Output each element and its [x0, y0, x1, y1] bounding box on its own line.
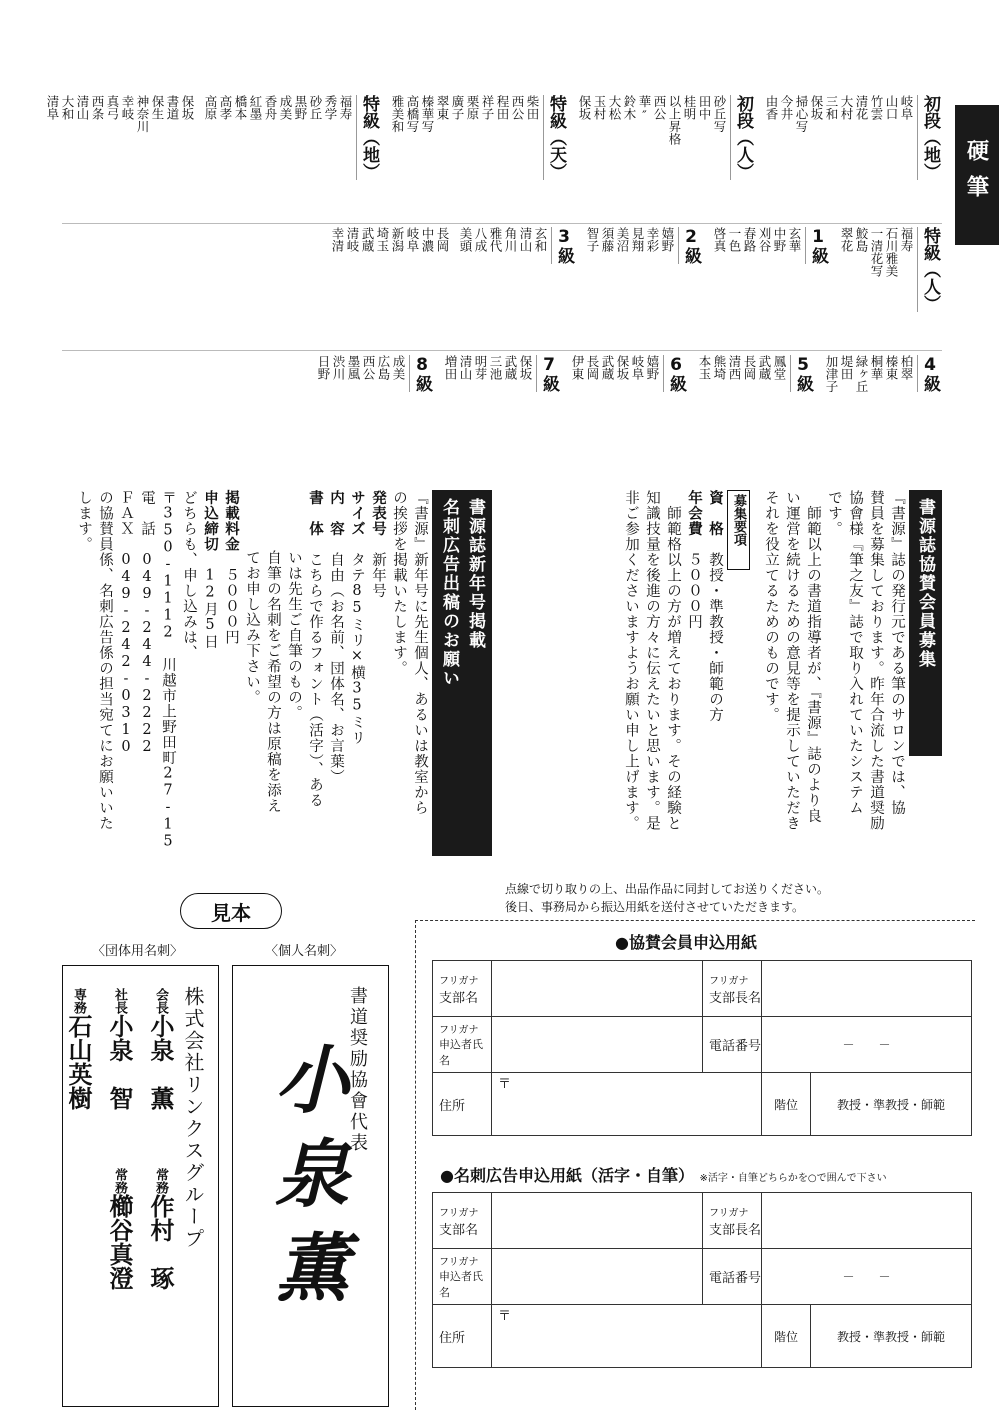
result-name: 本玉: [697, 355, 712, 380]
section-tab-hard-pen: 硬筆: [955, 105, 999, 245]
article-line: それを役立てるためのものです。: [763, 490, 779, 723]
label-rank: 階位: [762, 1305, 811, 1367]
result-name: 大松: [607, 95, 622, 120]
grade-title: 特級（人）: [917, 227, 942, 312]
individual-card: [232, 965, 389, 1407]
result-name: 幸岐: [120, 95, 135, 120]
result-name: 日野: [316, 355, 331, 380]
results-listing: [45, 95, 942, 480]
result-name: 見翔: [630, 227, 645, 252]
result-name: 清岐: [345, 227, 360, 252]
article-line: の挨拶を掲載いたします。: [391, 490, 407, 676]
result-name: 春路: [742, 227, 757, 252]
result-name: 明芽: [473, 355, 488, 380]
result-name: 美頭: [458, 227, 473, 252]
card-member: 会長小泉 薫: [146, 988, 175, 1110]
result-name: 福寿: [899, 227, 914, 252]
divider: [62, 223, 942, 224]
result-name: 田中: [697, 95, 712, 120]
grade-title: 7級: [536, 355, 561, 392]
result-name: 広島: [376, 355, 391, 380]
result-name: 長岡: [585, 355, 600, 380]
applicant-input[interactable]: [492, 1249, 703, 1305]
card-member: 常務櫛谷真澄: [105, 1168, 134, 1290]
group-card: [62, 965, 219, 1407]
divider: [62, 350, 942, 351]
result-name: 成美: [278, 95, 293, 120]
results-band-1: [45, 95, 942, 220]
label-phone: 電話番号: [703, 1249, 762, 1305]
article-title: 書源誌新年号掲載 名刺広告出稿のお願い: [432, 490, 492, 856]
cut-note-line: 後日、事務局から振込用紙を送付させていただきます。: [505, 900, 805, 914]
result-name: 砂丘写: [712, 95, 727, 133]
article-line: い運営を続けるための意見等を提示していただき: [784, 490, 800, 831]
result-name: 今井: [779, 95, 794, 120]
article-line: てお申し込み下さい。: [244, 550, 260, 705]
result-name: 刈谷: [757, 227, 772, 252]
article-line: 『書源』誌の発行元である筆のサロンでは、協: [889, 490, 905, 816]
result-name: 西条: [90, 95, 105, 120]
branch-input[interactable]: [492, 961, 703, 1017]
result-name: 石川雅美: [884, 227, 899, 277]
results-group: [763, 95, 942, 220]
result-name: 柏翠: [899, 355, 914, 380]
applicant-input[interactable]: [492, 1017, 703, 1073]
result-name: 長岡: [435, 227, 450, 252]
results-group: [442, 355, 561, 475]
result-name: 由香: [764, 95, 779, 120]
result-name: 大和: [60, 95, 75, 120]
result-name: 清阜: [45, 95, 60, 120]
form-sponsor-title: ●協賛会員申込用紙: [615, 933, 757, 952]
result-name: 増田: [443, 355, 458, 380]
result-name: 保坂: [180, 95, 195, 120]
result-name: 武蔵: [757, 355, 772, 380]
result-name: 三池: [488, 355, 503, 380]
grade-title: 4級: [917, 355, 942, 392]
address-input[interactable]: 〒: [492, 1305, 762, 1368]
result-name: 鳳堂: [772, 355, 787, 380]
recruit-item: 年会費 ５０００円: [686, 490, 703, 630]
result-name: 桂明: [682, 95, 697, 120]
results-group: [329, 227, 449, 347]
article-line: 自筆の名刺をご希望の方は原稿を添え: [265, 550, 281, 814]
label-branch: フリガナ 支部名: [433, 961, 492, 1017]
result-name: 秀学: [323, 95, 338, 120]
result-name: 一色: [727, 227, 742, 252]
grade-title: 8級: [409, 355, 434, 392]
individual-card-label: 〈個人名刺〉: [265, 944, 344, 959]
result-name: 翠花: [839, 227, 854, 252]
article-line: ＦＡＸ 049-242-0310: [118, 490, 134, 756]
result-name: 嬉野: [645, 355, 660, 380]
rank-options[interactable]: 教授・準教授・師範: [836, 1329, 945, 1344]
article-line: 〒350-1112 川越市上野田町27-15: [160, 490, 176, 851]
branch-head-input[interactable]: [762, 1193, 972, 1249]
result-name: 熊埼: [712, 355, 727, 380]
result-name: 新潟: [390, 227, 405, 252]
results-group: [823, 355, 942, 475]
result-name: 福寿: [338, 95, 353, 120]
card-name-signature: 小泉薫: [263, 1041, 349, 1323]
result-name: 砂丘: [308, 95, 323, 120]
article-line: の協賛員係、名刺広告係の担当宛てにお願いいた: [97, 490, 113, 831]
result-name: 真弓: [105, 95, 120, 120]
article-line: 電 話 049-244-2222: [139, 490, 155, 756]
grade-title: 2級: [678, 227, 703, 264]
result-name: 高橋写: [405, 95, 420, 133]
result-name: 西公: [652, 95, 667, 120]
result-name: 角川: [503, 227, 518, 252]
result-name: 一清花写: [869, 227, 884, 277]
article-line: です。: [826, 490, 842, 537]
grade-title: 特級（地）: [356, 95, 381, 180]
result-name: 清西: [727, 355, 742, 380]
result-name: 保坂: [809, 95, 824, 120]
result-name: 岐阜: [405, 227, 420, 252]
cut-note-line: 点線で切り取りの上、出品作品に同封してお送りください。: [505, 882, 830, 896]
recruit-label: 募集要項: [727, 490, 750, 570]
result-name: 保坂: [577, 95, 592, 120]
grade-title: 初段（人）: [730, 95, 755, 180]
card-member: 専務石山英樹: [64, 988, 93, 1110]
result-name: 紅墨: [248, 95, 263, 120]
grade-title: 特級（天）: [543, 95, 568, 180]
article-sponsor-recruit: [622, 490, 942, 831]
result-name: 成美: [391, 355, 406, 380]
ad-item: サイズ タテ85ミリ×横35ミリ: [349, 490, 366, 746]
result-name: 以上昇格: [667, 95, 682, 145]
result-name: 大村: [839, 95, 854, 120]
card-role: 書道奨励協會代表: [347, 986, 368, 1154]
result-name: 八成: [473, 227, 488, 252]
result-name: 山口: [884, 95, 899, 120]
ad-item: 発表号 新年号: [370, 490, 387, 599]
label-branch: フリガナ 支部名: [433, 1193, 492, 1249]
dashed-cut-line: [415, 920, 416, 1410]
article-line: 非ご参加くださいますようお願い申し上げます。: [623, 490, 639, 831]
article-line: 師範以上の書道指導者が、『書源』誌のより良: [805, 490, 821, 824]
label-applicant: フリガナ 申込者氏名: [433, 1017, 492, 1073]
result-name: 書道: [165, 95, 180, 120]
result-name: 華″: [637, 95, 652, 123]
result-name: 香舟: [263, 95, 278, 120]
result-name: 榛華写: [420, 95, 435, 133]
label-applicant: フリガナ 申込者氏名: [433, 1249, 492, 1305]
phone-input[interactable]: － －: [762, 1249, 972, 1305]
results-group: [389, 95, 568, 220]
result-name: 緑ヶ丘: [854, 355, 869, 393]
label-address: 住所: [433, 1073, 492, 1136]
card-member-col: [61, 988, 178, 1348]
article-line: どちらも、申し込みは、: [181, 490, 197, 661]
form-ad: [432, 1192, 972, 1368]
result-name: 啓真: [712, 227, 727, 252]
article-line: 協會様『筆之友』誌で取り入れていたシステム: [847, 490, 863, 816]
card-company: 株式会社リンクスグループ: [181, 986, 205, 1250]
result-name: 雅美和: [390, 95, 405, 133]
address-input[interactable]: 〒: [492, 1073, 762, 1136]
results-band-2: [62, 227, 942, 347]
label-branch-head: フリガナ 支部長名: [703, 961, 762, 1017]
result-name: 三和: [824, 95, 839, 120]
grade-title: 5級: [790, 355, 815, 392]
results-group: [711, 227, 830, 347]
branch-input[interactable]: [492, 1193, 703, 1249]
article-line: します。: [76, 490, 92, 552]
result-name: 保坂: [615, 355, 630, 380]
article-new-year-ad: [75, 490, 492, 856]
result-name: 玄華: [787, 227, 802, 252]
result-name: 西公: [361, 355, 376, 380]
result-name: 加津子: [824, 355, 839, 393]
results-group: [457, 227, 576, 347]
result-name: 堤田: [839, 355, 854, 380]
article-line: いは先生ご自筆のもの。: [286, 550, 302, 721]
group-card-label: 〈団体用名刺〉: [92, 944, 184, 959]
result-name: 渋川: [331, 355, 346, 380]
card-member: 常務作村 琢: [146, 1168, 175, 1290]
articles: [62, 490, 942, 870]
result-name: 祥子: [480, 95, 495, 120]
results-group: [44, 95, 194, 220]
branch-head-input[interactable]: [762, 961, 972, 1017]
result-name: 廣子: [450, 95, 465, 120]
grade-title: 6級: [663, 355, 688, 392]
result-name: 美沼: [615, 227, 630, 252]
result-name: 雅代: [488, 227, 503, 252]
ad-item: 内 容 自由（お名前、団体名、お言葉）: [328, 490, 345, 785]
result-name: 武蔵: [600, 355, 615, 380]
result-name: 清山: [75, 95, 90, 120]
result-name: 嬉野: [660, 227, 675, 252]
sample-badge: 見本: [180, 893, 282, 929]
results-group: [569, 355, 688, 475]
results-band-3: [62, 355, 942, 475]
label-rank: 階位: [762, 1073, 811, 1135]
result-name: 武蔵: [360, 227, 375, 252]
deadline-item: 申込締切 12月5日: [202, 490, 219, 650]
result-name: 高原: [203, 95, 218, 120]
rank-cell: [762, 1073, 972, 1136]
result-name: 智子: [585, 227, 600, 252]
label-phone: 電話番号: [703, 1017, 762, 1073]
result-name: 栗原: [465, 95, 480, 120]
result-name: 掃心写: [794, 95, 809, 133]
result-name: 清山: [518, 227, 533, 252]
grade-title: 初段（地）: [917, 95, 942, 180]
cut-note: [505, 880, 829, 916]
result-name: 神奈川: [135, 95, 150, 133]
result-name: 翠東: [435, 95, 450, 120]
result-name: 程田: [495, 95, 510, 120]
label-address: 住所: [433, 1305, 492, 1368]
result-name: 墨風: [346, 355, 361, 380]
result-name: 幸清: [330, 227, 345, 252]
result-name: 長岡: [742, 355, 757, 380]
results-group: [315, 355, 434, 475]
result-name: 高孝: [218, 95, 233, 120]
phone-input[interactable]: － －: [762, 1017, 972, 1073]
result-name: 中野: [772, 227, 787, 252]
result-name: 黒野: [293, 95, 308, 120]
dashed-cut-line: [415, 920, 975, 921]
recruit-item: 資 格 教授・準教授・師範の方: [707, 490, 724, 723]
grade-title: 1級: [805, 227, 830, 264]
result-name: 中濃: [420, 227, 435, 252]
fee-item: 掲載料金 ５０００円: [223, 490, 240, 645]
result-name: 鮫島: [854, 227, 869, 252]
result-name: 武蔵: [503, 355, 518, 380]
result-name: 橋本: [233, 95, 248, 120]
result-name: 埼玉: [375, 227, 390, 252]
results-group: [202, 95, 381, 220]
result-name: 幸彩: [645, 227, 660, 252]
result-name: 伊東: [570, 355, 585, 380]
results-group: [838, 227, 942, 347]
result-name: 岐阜: [630, 355, 645, 380]
result-name: 榛東: [884, 355, 899, 380]
result-name: 玉村: [592, 95, 607, 120]
result-name: 清山: [458, 355, 473, 380]
result-name: 清花: [854, 95, 869, 120]
article-line: 『書源』新年号に先生個人、あるいは教室から: [412, 490, 428, 816]
result-name: 鈴木: [622, 95, 637, 120]
result-name: 柴田: [525, 95, 540, 120]
results-group: [696, 355, 815, 475]
result-name: 竹雲: [869, 95, 884, 120]
result-name: 玄和: [533, 227, 548, 252]
ad-item: 書 体 こちらで作るフォント（活字）、ある: [307, 490, 324, 809]
result-name: 保生: [150, 95, 165, 120]
rank-cell: [762, 1305, 972, 1368]
result-name: 西公: [510, 95, 525, 120]
result-name: 桐華: [869, 355, 884, 380]
form-ad-title: ●名刺広告申込用紙（活字・自筆） ※活字・自筆どちらかを○で囲んで下さい: [440, 1166, 887, 1185]
article-line: 師範格以上の方が増えております。その経験と: [665, 490, 681, 831]
grade-title: 3級: [551, 227, 576, 264]
article-title: 書源誌協賛会員募集: [909, 490, 942, 756]
card-member: 社長小泉 智: [105, 988, 134, 1110]
result-name: 岐阜: [899, 95, 914, 120]
article-line: 賛員を募集しております。昨年合流した書道奨励: [868, 490, 884, 831]
label-branch-head: フリガナ 支部長名: [703, 1193, 762, 1249]
result-name: 保坂: [518, 355, 533, 380]
article-line: 知識技量を後進の方々に伝えたいと思います。是: [644, 490, 660, 831]
form-sponsor: [432, 960, 972, 1136]
results-group: [584, 227, 703, 347]
results-group: [576, 95, 755, 220]
result-name: 須藤: [600, 227, 615, 252]
rank-options[interactable]: 教授・準教授・師範: [836, 1097, 945, 1112]
